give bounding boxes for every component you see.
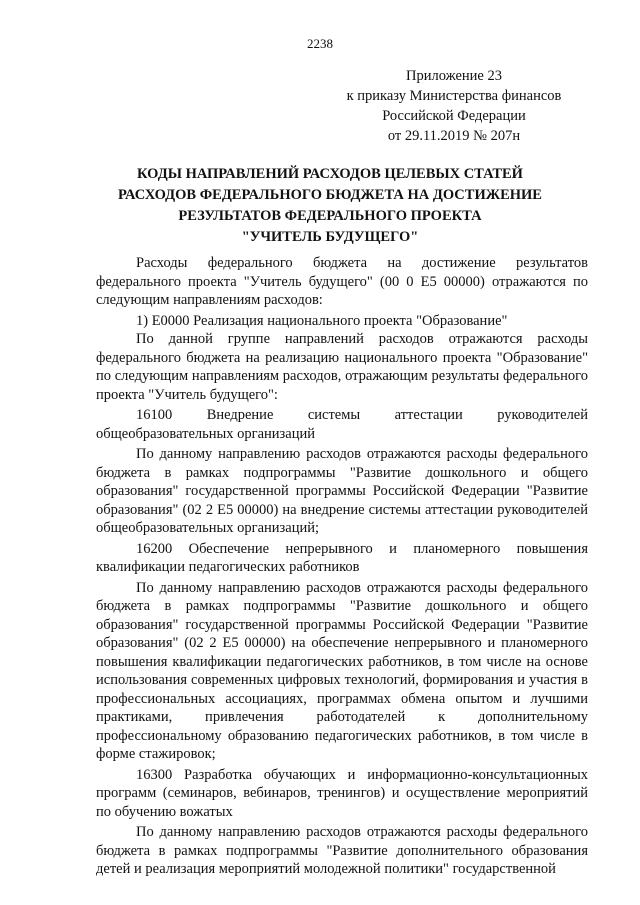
- title-line: "УЧИТЕЛЬ БУДУЩЕГО": [241, 229, 419, 245]
- body-paragraph: По данному направлению расходов отражаются расходы федерального бюджета в рамках подпрограммы "Развитие дошкольного и общего образования" государственной программы Российской Федерации "Развитие образования" (02 2 Е5 00000) на внедрение системы аттестации руководителей общеобразовательных организаций;: [96, 446, 588, 536]
- expense-code-16200: 16200 Обеспечение непрерывного и планомерного повышения квалификации педагогических работников: [96, 540, 588, 575]
- body-paragraph: Расходы федерального бюджета на достижение результатов федерального проекта "Учитель будущего" (00 0 Е5 00000) отражаются по следующим направлениям расходов:: [96, 255, 588, 308]
- appendix-line: Приложение 23: [406, 68, 502, 84]
- appendix-line: к приказу Министерства финансов: [346, 88, 562, 104]
- document-title: [60, 164, 600, 248]
- title-line: РЕЗУЛЬТАТОВ ФЕДЕРАЛЬНОГО ПРОЕКТА: [178, 208, 482, 224]
- title-line: КОДЫ НАПРАВЛЕНИЙ РАСХОДОВ ЦЕЛЕВЫХ СТАТЕЙ: [137, 166, 523, 182]
- body-paragraph: По данному направлению расходов отражаются расходы федерального бюджета в рамках подпрограммы "Развитие дошкольного и общего образования" государственной программы Российской Федерации "Развитие образования" (02 2 Е5 00000) на обеспечение непрерывного и планомерного повышения квалификации педагогических работников, в том числе на основе использования современных цифровых технологий, формирования и участия в профессиональных ассоциациях, программах обмена опытом и лучшими практиками, привлечения работодателей к дополнительному профессиональному образованию педагогических работников, в том числе в форме стажировок;: [96, 579, 588, 762]
- appendix-block: [324, 66, 584, 146]
- body-paragraph: По данной группе направлений расходов отражаются расходы федерального бюджета на реализацию национального проекта "Образование" по следующим направлениям расходов, отражающим результаты федерального проекта "Учитель будущего":: [96, 331, 588, 403]
- title-line: РАСХОДОВ ФЕДЕРАЛЬНОГО БЮДЖЕТА НА ДОСТИЖЕНИЕ: [118, 187, 542, 203]
- appendix-line: от 29.11.2019 № 207н: [387, 128, 521, 144]
- group-heading: 1) Е0000 Реализация национального проекта "Образование": [136, 312, 508, 329]
- document-body: [96, 254, 588, 879]
- expense-code-16100: 16100 Внедрение системы аттестации руководителей общеобразовательных организаций: [96, 407, 588, 442]
- expense-code-16300: 16300 Разработка обучающих и информационно-консультационных программ (семинаров, вебинаров, тренингов) и осуществление мероприятий по обучению вожатых: [96, 766, 588, 820]
- body-paragraph: По данному направлению расходов отражаются расходы федерального бюджета в рамках подпрограммы "Развитие дополнительного образования детей и реализация мероприятий молодежной политики" государственной: [96, 824, 588, 877]
- appendix-line: Российской Федерации: [382, 108, 526, 124]
- page-number: 2238: [307, 36, 333, 51]
